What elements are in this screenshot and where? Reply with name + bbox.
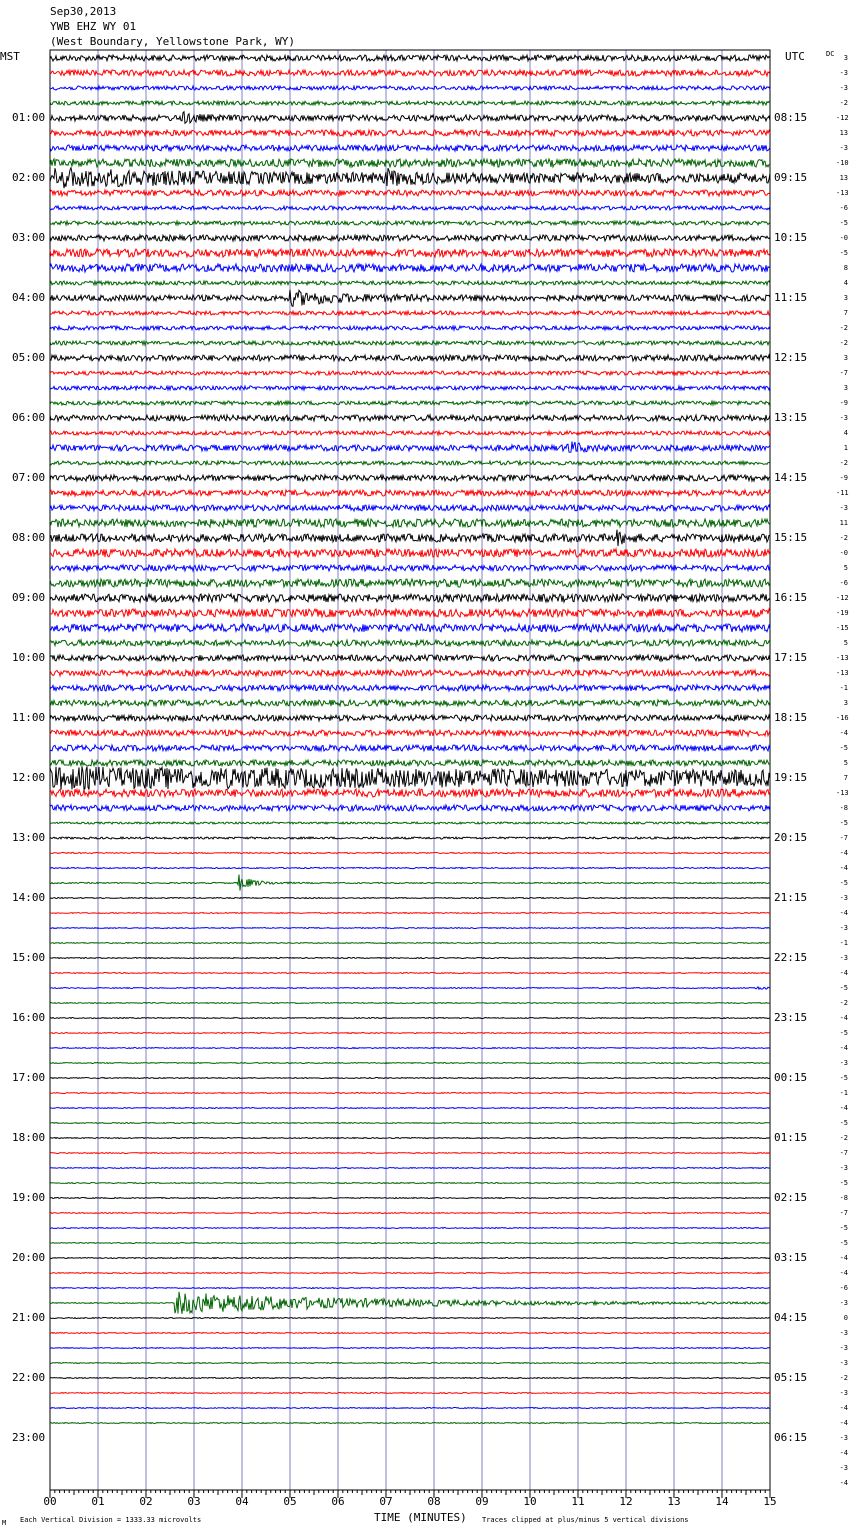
x-tick-label: 02 xyxy=(139,1495,153,1508)
trace-row xyxy=(50,341,770,345)
dc-offset: -1 xyxy=(839,684,848,692)
dc-offset: -4 xyxy=(839,1044,848,1052)
left-hour-label: 10:00 xyxy=(12,651,46,664)
dc-offset: -5 xyxy=(839,1119,848,1127)
trace-row xyxy=(50,130,770,136)
left-hour-label: 12:00 xyxy=(12,771,46,784)
header-station: YWB EHZ WY 01 xyxy=(50,20,137,33)
trace-row xyxy=(50,594,770,602)
dc-offset: -2 xyxy=(839,999,848,1007)
dc-offset: -5 xyxy=(839,1179,848,1187)
right-hour-label: 02:15 xyxy=(774,1191,808,1204)
trace-row xyxy=(50,867,770,868)
left-hour-label: 15:00 xyxy=(12,951,46,964)
x-tick-label: 10 xyxy=(523,1495,537,1508)
right-hour-label: 04:15 xyxy=(774,1311,808,1324)
trace-row xyxy=(50,943,770,944)
trace-row xyxy=(50,1228,770,1229)
dc-offset: -0 xyxy=(839,234,848,242)
trace-row xyxy=(50,168,770,188)
trace-row xyxy=(50,760,770,766)
trace-row xyxy=(50,852,770,853)
left-hour-label: 01:00 xyxy=(12,111,46,124)
right-hour-label: 17:15 xyxy=(774,651,808,664)
trace-row xyxy=(50,461,770,465)
dc-offset: -2 xyxy=(839,1134,848,1142)
trace-row xyxy=(50,1318,770,1319)
trace-row xyxy=(50,640,770,646)
trace-row xyxy=(50,1153,770,1154)
left-hour-label: 23:00 xyxy=(12,1431,46,1444)
right-hour-label: 12:15 xyxy=(774,351,808,364)
trace-row xyxy=(50,1198,770,1199)
dc-offset: 4 xyxy=(843,279,848,287)
trace-row xyxy=(50,655,770,661)
trace-row xyxy=(50,1018,770,1019)
dc-offset: -3 xyxy=(839,1434,848,1442)
dc-offset: -15 xyxy=(836,624,849,632)
dc-offset: -5 xyxy=(839,879,848,887)
trace-row xyxy=(50,973,770,974)
trace-row xyxy=(50,371,770,375)
dc-offset: 8 xyxy=(843,264,848,272)
trace-row xyxy=(50,700,770,706)
trace-row xyxy=(50,264,770,272)
dc-offset: 3 xyxy=(843,384,848,392)
right-hour-label: 19:15 xyxy=(774,771,808,784)
dc-offset: 4 xyxy=(843,429,848,437)
right-hour-label: 15:15 xyxy=(774,531,808,544)
trace-row xyxy=(50,958,770,959)
trace-row xyxy=(50,1168,770,1169)
dc-offset: -6 xyxy=(839,204,848,212)
dc-offset: -3 xyxy=(839,1344,848,1352)
dc-label: DC xyxy=(826,50,835,58)
dc-offset: 11 xyxy=(839,519,848,527)
dc-offset: -10 xyxy=(836,159,849,167)
dc-offset: -13 xyxy=(836,654,849,662)
trace-row xyxy=(50,1423,770,1424)
left-hour-label: 22:00 xyxy=(12,1371,46,1384)
trace-row xyxy=(50,685,770,691)
dc-offset: -2 xyxy=(839,339,848,347)
dc-offset: -4 xyxy=(839,969,848,977)
trace-row xyxy=(50,1273,770,1274)
dc-offset: -6 xyxy=(839,579,848,587)
x-tick-label: 07 xyxy=(379,1495,393,1508)
dc-offset: -3 xyxy=(839,1164,848,1172)
trace-row xyxy=(50,1063,770,1064)
dc-offset: 3 xyxy=(843,354,848,362)
dc-offset: 5 xyxy=(843,639,848,647)
trace-row xyxy=(50,789,770,797)
trace-row xyxy=(50,530,770,546)
x-tick-label: 11 xyxy=(571,1495,585,1508)
dc-offset: 1 xyxy=(843,444,848,452)
dc-offset: 3 xyxy=(843,699,848,707)
left-hour-label: 13:00 xyxy=(12,831,46,844)
right-hour-label: 01:15 xyxy=(774,1131,808,1144)
dc-offset: -2 xyxy=(839,1374,848,1382)
trace-row xyxy=(50,579,770,587)
right-hour-label: 23:15 xyxy=(774,1011,808,1024)
trace-row xyxy=(50,159,770,167)
trace-row xyxy=(50,1123,770,1124)
trace-row xyxy=(50,1292,770,1314)
dc-offset: -3 xyxy=(839,69,848,77)
trace-row xyxy=(50,549,770,557)
dc-offset: -7 xyxy=(839,1149,848,1157)
dc-offset: -5 xyxy=(839,1074,848,1082)
dc-offset: -4 xyxy=(839,1404,848,1412)
dc-offset: -16 xyxy=(836,714,849,722)
clip-note: Traces clipped at plus/minus 5 vertical divisions xyxy=(482,1516,689,1524)
trace-row xyxy=(50,1078,770,1079)
right-hour-label: 21:15 xyxy=(774,891,808,904)
trace-row xyxy=(50,1393,770,1394)
trace-row xyxy=(50,311,770,315)
x-tick-label: 06 xyxy=(331,1495,345,1508)
x-tick-label: 04 xyxy=(235,1495,249,1508)
x-tick-label: 00 xyxy=(43,1495,57,1508)
trace-row xyxy=(50,519,770,527)
trace-row xyxy=(50,1213,770,1214)
left-hour-label: 04:00 xyxy=(12,291,46,304)
dc-offset: -5 xyxy=(839,249,848,257)
right-hour-label: 22:15 xyxy=(774,951,808,964)
trace-row xyxy=(50,442,770,453)
trace-row xyxy=(50,475,770,481)
left-hour-label: 06:00 xyxy=(12,411,46,424)
right-hour-label: 05:15 xyxy=(774,1371,808,1384)
dc-offset: 13 xyxy=(839,129,848,137)
dc-offset: 13 xyxy=(839,174,848,182)
dc-offset: 7 xyxy=(843,309,848,317)
corner-mark: M xyxy=(2,1519,7,1527)
trace-row xyxy=(50,221,770,225)
trace-row xyxy=(50,206,770,210)
left-hour-label: 16:00 xyxy=(12,1011,46,1024)
header-location: (West Boundary, Yellowstone Park, WY) xyxy=(50,35,296,48)
right-hour-label: 06:15 xyxy=(774,1431,808,1444)
trace-row xyxy=(50,913,770,914)
dc-offset: -8 xyxy=(839,1194,848,1202)
trace-row xyxy=(50,386,770,390)
left-hour-label: 21:00 xyxy=(12,1311,46,1324)
x-tick-label: 12 xyxy=(619,1495,633,1508)
x-tick-label: 15 xyxy=(763,1495,777,1508)
dc-offset: -11 xyxy=(836,489,849,497)
dc-offset: -4 xyxy=(839,1269,848,1277)
right-hour-label: 08:15 xyxy=(774,111,808,124)
trace-row xyxy=(50,565,770,571)
left-hour-label: 20:00 xyxy=(12,1251,46,1264)
dc-offset: -3 xyxy=(839,1464,848,1472)
dc-offset: 3 xyxy=(843,54,848,62)
trace-row xyxy=(50,898,770,899)
dc-offset: -4 xyxy=(839,909,848,917)
trace-row xyxy=(50,767,770,790)
dc-offset: -2 xyxy=(839,99,848,107)
dc-offset: -12 xyxy=(836,594,849,602)
dc-offset: -3 xyxy=(839,1059,848,1067)
dc-offset: 7 xyxy=(843,774,848,782)
trace-row xyxy=(50,55,770,61)
dc-offset: -3 xyxy=(839,1389,848,1397)
trace-row xyxy=(50,1333,770,1334)
trace-row xyxy=(50,190,770,196)
left-hour-label: 02:00 xyxy=(12,171,46,184)
trace-row xyxy=(50,101,770,105)
dc-offset: -5 xyxy=(839,1239,848,1247)
dc-offset: -5 xyxy=(839,744,848,752)
dc-offset: -5 xyxy=(839,984,848,992)
trace-row xyxy=(50,145,770,151)
trace-row xyxy=(50,1348,770,1349)
left-hour-label: 07:00 xyxy=(12,471,46,484)
trace-row xyxy=(50,1033,770,1034)
time-axis xyxy=(43,1490,776,1508)
dc-offset: -4 xyxy=(839,864,848,872)
x-tick-label: 14 xyxy=(715,1495,729,1508)
right-hour-label: 18:15 xyxy=(774,711,808,724)
dc-offset: -7 xyxy=(839,834,848,842)
trace-row xyxy=(50,609,770,617)
trace-row xyxy=(50,112,770,124)
trace-row xyxy=(50,355,770,361)
dc-offset: 5 xyxy=(843,759,848,767)
right-hour-label: 11:15 xyxy=(774,291,808,304)
dc-offset: -5 xyxy=(839,219,848,227)
trace-row xyxy=(50,745,770,751)
trace-row xyxy=(50,431,770,435)
trace-row xyxy=(50,1003,770,1004)
x-tick-label: 08 xyxy=(427,1495,441,1508)
right-hour-label: 13:15 xyxy=(774,411,808,424)
dc-offset: -5 xyxy=(839,1029,848,1037)
dc-offset: -7 xyxy=(839,369,848,377)
dc-offset: -3 xyxy=(839,144,848,152)
left-hour-label: 03:00 xyxy=(12,231,46,244)
trace-row xyxy=(50,281,770,285)
dc-offset: -19 xyxy=(836,609,849,617)
dc-offset: -9 xyxy=(839,474,848,482)
left-hour-label: 17:00 xyxy=(12,1071,46,1084)
dc-offset: -3 xyxy=(839,1299,848,1307)
x-tick-label: 13 xyxy=(667,1495,681,1508)
dc-offset: -8 xyxy=(839,804,848,812)
trace-row xyxy=(50,1378,770,1379)
dc-offset: -3 xyxy=(839,954,848,962)
x-axis-title: TIME (MINUTES) xyxy=(374,1511,467,1524)
left-hour-label: 11:00 xyxy=(12,711,46,724)
dc-offset: -4 xyxy=(839,1479,848,1487)
left-hour-label: 08:00 xyxy=(12,531,46,544)
trace-row xyxy=(50,822,770,824)
trace-row xyxy=(50,415,770,421)
right-hour-label: 09:15 xyxy=(774,171,808,184)
dc-offset: -2 xyxy=(839,534,848,542)
dc-offset: 0 xyxy=(843,1314,848,1322)
dc-offset: -4 xyxy=(839,1104,848,1112)
trace-row xyxy=(50,805,770,811)
dc-offset: -4 xyxy=(839,1014,848,1022)
dc-offset: -4 xyxy=(839,1449,848,1457)
x-tick-label: 05 xyxy=(283,1495,297,1508)
header-date: Sep30,2013 xyxy=(50,5,117,18)
right-hour-label: 03:15 xyxy=(774,1251,808,1264)
trace-row xyxy=(50,1183,770,1184)
left-timezone: MST xyxy=(0,50,20,63)
dc-offset: -3 xyxy=(839,504,848,512)
dc-offset: -9 xyxy=(839,399,848,407)
right-hour-label: 14:15 xyxy=(774,471,808,484)
trace-row xyxy=(50,1258,770,1259)
right-hour-label: 00:15 xyxy=(774,1071,808,1084)
trace-row xyxy=(50,1288,770,1289)
trace-row xyxy=(50,326,770,330)
trace-row xyxy=(50,837,770,839)
left-hour-label: 14:00 xyxy=(12,891,46,904)
dc-offset: -13 xyxy=(836,189,849,197)
trace-row xyxy=(50,249,770,257)
traces xyxy=(50,55,770,1424)
trace-row xyxy=(50,1363,770,1364)
dc-offset: -3 xyxy=(839,924,848,932)
right-hour-label: 20:15 xyxy=(774,831,808,844)
dc-offset: -13 xyxy=(836,669,849,677)
trace-row xyxy=(50,70,770,76)
trace-row xyxy=(50,401,770,405)
dc-offset: -3 xyxy=(839,894,848,902)
trace-row xyxy=(50,875,770,891)
trace-row xyxy=(50,670,770,676)
dc-offset: -5 xyxy=(839,1224,848,1232)
dc-offset: -4 xyxy=(839,1254,848,1262)
trace-row xyxy=(50,1138,770,1139)
trace-row xyxy=(50,928,770,929)
trace-row xyxy=(50,730,770,736)
dc-offset: -3 xyxy=(839,84,848,92)
x-tick-label: 03 xyxy=(187,1495,201,1508)
trace-row xyxy=(50,1108,770,1109)
trace-row xyxy=(50,235,770,241)
left-hour-label: 18:00 xyxy=(12,1131,46,1144)
left-hour-label: 09:00 xyxy=(12,591,46,604)
trace-row xyxy=(50,624,770,632)
dc-offset: -3 xyxy=(839,414,848,422)
dc-offset: -5 xyxy=(839,819,848,827)
dc-offset: -1 xyxy=(839,1089,848,1097)
dc-offset: -7 xyxy=(839,1209,848,1217)
dc-offset: -12 xyxy=(836,114,849,122)
dc-offset: -4 xyxy=(839,1419,848,1427)
left-hour-label: 19:00 xyxy=(12,1191,46,1204)
trace-row xyxy=(50,987,770,989)
dc-offset: -0 xyxy=(839,549,848,557)
x-tick-label: 09 xyxy=(475,1495,489,1508)
dc-offset: -13 xyxy=(836,789,849,797)
dc-offset: -1 xyxy=(839,939,848,947)
dc-offset: -2 xyxy=(839,459,848,467)
dc-offset: -3 xyxy=(839,1329,848,1337)
trace-row xyxy=(50,1243,770,1244)
dc-offset: -4 xyxy=(839,849,848,857)
dc-offset: 5 xyxy=(843,564,848,572)
dc-offset: -2 xyxy=(839,324,848,332)
trace-row xyxy=(50,1408,770,1409)
trace-row xyxy=(50,1048,770,1049)
left-hour-label: 05:00 xyxy=(12,351,46,364)
dc-offset: -6 xyxy=(839,1284,848,1292)
dc-offset: -4 xyxy=(839,729,848,737)
scale-note: Each Vertical Division = 1333.33 microvolts xyxy=(20,1516,202,1524)
trace-row xyxy=(50,490,770,496)
trace-row xyxy=(50,1093,770,1094)
dc-offset: 3 xyxy=(843,294,848,302)
right-hour-label: 10:15 xyxy=(774,231,808,244)
trace-row xyxy=(50,505,770,511)
right-timezone: UTC xyxy=(785,50,805,63)
right-hour-label: 16:15 xyxy=(774,591,808,604)
trace-row xyxy=(50,715,770,721)
trace-row xyxy=(50,86,770,90)
x-tick-label: 01 xyxy=(91,1495,105,1508)
dc-offset: -3 xyxy=(839,1359,848,1367)
trace-row xyxy=(50,290,770,307)
